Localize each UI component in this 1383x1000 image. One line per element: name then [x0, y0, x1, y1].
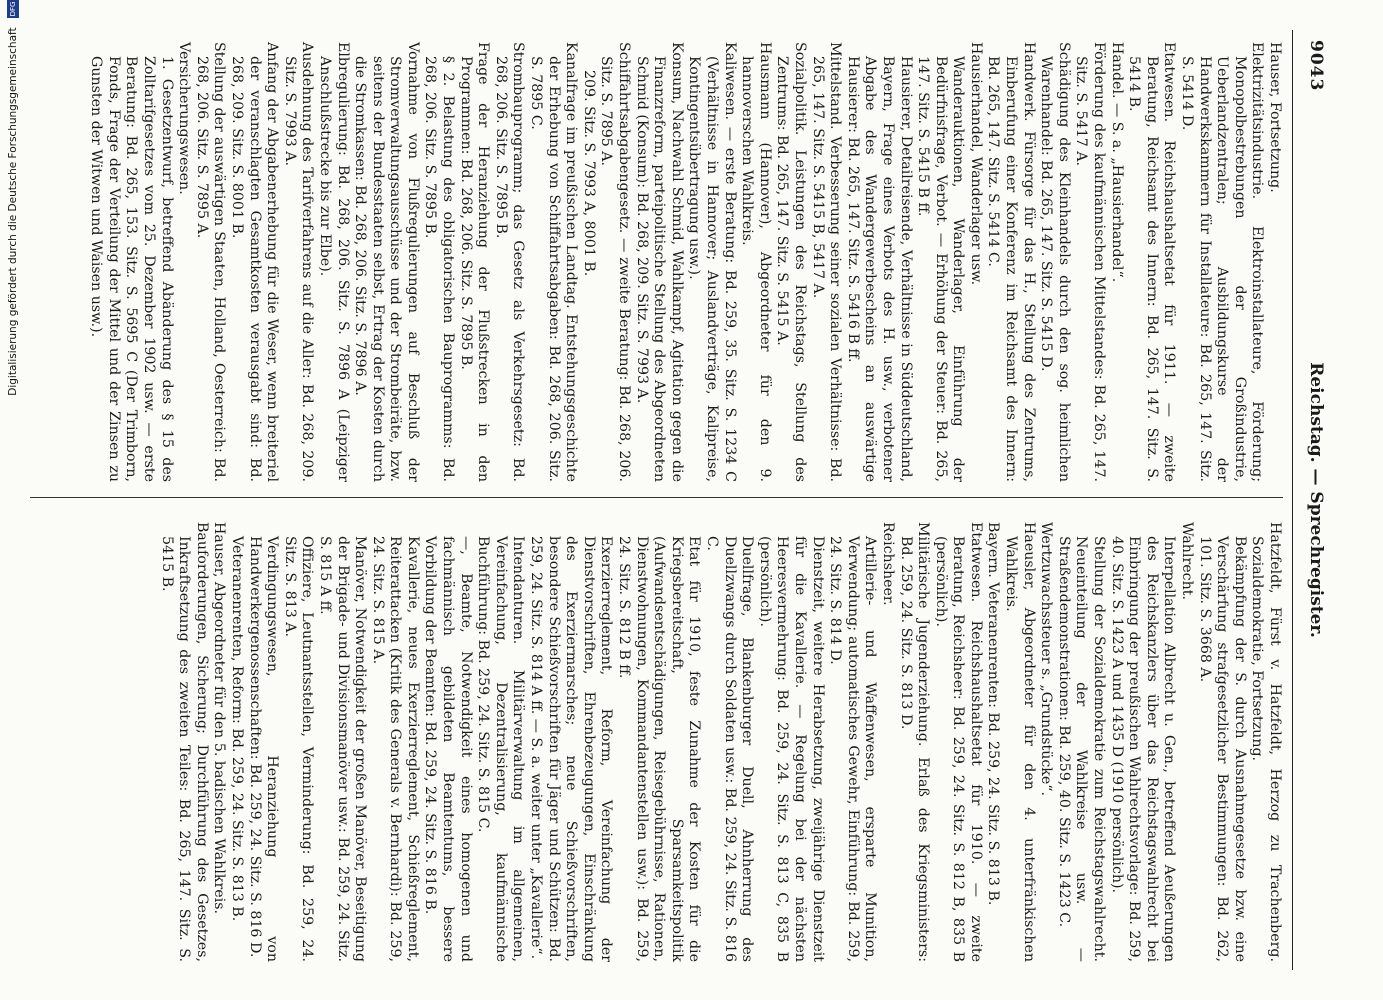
register-entry: § 2. Belastung des obligatorischen Bauprogramms: Bd. 268, 206. Sitz. S. 7895 B.	[422, 56, 457, 482]
right-column	[157, 522, 1283, 962]
register-entry: Ausdehnung des Tarifverfahrens auf die Aller: Bd. 268, 209. Sitz. S. 7993 A.	[281, 42, 316, 482]
register-entry: Etat für 1910, feste Zunahme der Kosten für die Kriegsbereitschaft, Sparsamkeitspolitik (Aufwandsentschädigungen, Reisegebührnisse, Rationen, Dienstwohnungen, Kommandantenstellen usw.): Bd. 259, 24. Sitz. S. 812 B ff.	[616, 536, 703, 962]
register-entry: Handel. — S. a. „Hausierhandel“.	[1108, 42, 1125, 283]
register-entry: Wahlrecht.	[1179, 522, 1196, 600]
register-entry: Kavallerie, neues Exerzierreglement, Schießreglement, Reiterattacken (Kritik des Generals v. Bernhardi): Bd. 259, 24. Sitz. S. 815 A.	[369, 536, 421, 962]
register-entry: Verdingungswesen, Heranziehung von Handwerkergenossenschaften: Bd. 259, 24. Sitz. S. 816 D.	[246, 536, 281, 962]
register-entry: Konsum, Nachwahl Schmid, Wahlkampf, Agitation gegen die Finanzreform, parteipolitische Stellung des Abgeordneten Schmid (Konsum): Bd. 268, 209. Sitz. S. 7993 A.	[633, 42, 685, 482]
left-column	[87, 42, 1283, 482]
register-entry: Dienstzeit, weitere Herabsetzung, zweijährige Dienstzeit für die Kavallerie. — Regelung bei der nächsten Heeresvermehrung: Bd. 259, 24. Sitz. S. 813 C, 835 B (persönlich).	[756, 536, 826, 962]
register-entry: Interpellation Albrecht u. Gen., betreffend Aeußerungen des Reichskanzlers über das Reichstagswahlrecht bei Einbringung der preußischen Wahlrechtsvorlage: Bd. 259, 40. Sitz. S. 1423 A und 1435 D (1910 persönlich).	[1108, 536, 1178, 962]
credit-text: Digitalisierung gefördert durch die Deutsche Forschungsgemeinschaft	[7, 27, 19, 396]
digitization-credit	[2, 0, 24, 1000]
register-entry: Förderung des kaufmännischen Mittelstandes: Bd. 265, 147. Sitz. S. 5417 A.	[1073, 42, 1108, 482]
header-rule	[1292, 30, 1293, 970]
register-entry: Bauforderungen, Sicherung; Durchführung des Gesetzes, Inkraftsetzung des zweiten Teiles: Bd. 265, 147. Sitz. S. 5415 B.	[158, 522, 210, 962]
register-entry: —, Beamte, Notwendigkeit eines homogenen und fachmännisch gebildeten Beamtentums, bessere Vorbildung der Beamten: Bd. 259, 24. Sitz. S. 816 B.	[422, 536, 474, 962]
register-entry: Schiffahrtsabgabengesetz. — zweite Beratung: Bd. 268, 206. Sitz. S. 7895 A.	[598, 42, 633, 482]
register-entry: Elektrizitätsindustrie. Elektroinstallateure, Förderung; Monopolbestrebungen der Großindustrie, Ueberlandzentralen; Ausbildungskurse der Handwerkskammern für Installateure: Bd. 265, 147. Sitz. S. 5414 D.	[1179, 42, 1266, 482]
register-entry: Sozialpolitik. Leistungen des Reichstags, Stellung des Zentrums: Bd. 265, 147. Sitz. S. 5415 A.	[774, 42, 808, 482]
register-entry: Exerzierreglement, Reform, Vereinfachung der Dienstvorschriften, Ehrenbezeugungen, Einschränkung des Exerziermarsches; neue Schießvorschriften, besondere Schießvorschriften für Jäger und Schützen: Bd. 259, 24. Sitz. S. 814 A ff. — S. a. weiter unter „Kavallerie“.	[528, 536, 615, 962]
register-entry: Strombauprogramm; das Gesetz als Verkehrsgesetz: Bd. 268, 206. Sitz. S. 7895 B.	[492, 42, 527, 482]
register-entry: Elbregulierung: Bd. 268, 206. Sitz. S. 7896 A (Leipziger Anschlußstrecke bis zur Elbe).	[316, 42, 351, 482]
register-entry: Veteranenrenten, Reform: Bd. 259, 24. Sitz. S. 813 B.	[228, 536, 245, 922]
register-entry: Hauser, Abgeordneter für den 5. badischen Wahlkreis.	[211, 522, 228, 915]
register-entry: Wanderauktionen, Wanderlager, Einführung der Bedürfnisfrage, Verbot. — Erhöhung der Steuer: Bd. 265, 147. Sitz. S. 5415 B ff.	[915, 56, 967, 482]
dfg-logo: DFG	[9, 1, 17, 17]
register-entry: Hauser, Fortsetzung.	[1267, 42, 1283, 193]
register-entry: Militärische Jugenderziehung. Erlaß des Kriegsministers: Bd. 259, 24. Sitz. S. 813 D.	[897, 522, 932, 962]
register-entry: Handwerk. Fürsorge für das H., Stellung des Zentrums, Einberufung einer Konferenz im Reichsamt des Innern: Bd. 265, 147. Sitz. S. 5414 C.	[985, 42, 1037, 482]
register-entry: Schädigung des Kleinhandels durch den sog. heimlichen Warenhandel: Bd. 265, 147. Sitz. S. 5415 D.	[1038, 42, 1072, 482]
page-header	[1296, 40, 1328, 960]
register-entry: Versicherungswesen.	[176, 42, 193, 195]
column-divider	[30, 497, 1283, 498]
register-entry: Duellfrage, Blankenburger Duell, Ahnherrung des Duellzwangs durch Soldaten usw.: Bd. 259, 24. Sitz. S. 816 C.	[704, 536, 756, 962]
register-entry: Anfang der Abgabenerhebung für die Weser, wenn breiteriel der veranschlagten Gesamtkosten verausgabt sind: Bd. 268, 209. Sitz. S. 8001 B.	[228, 42, 281, 482]
register-entry: Bekämpfung der S. durch Ausnahmegesetze bzw. eine Verschärfung strafgesetzlicher Bestimmungen: Bd. 262, 101. Sitz. S. 3668 A.	[1196, 536, 1248, 962]
register-entry: Kaliwesen. — erste Beratung: Bd. 259, 35. Sitz. S. 1234 C (Verhältnisse in Hannover; Auslandverträge, Kalipreise, Kontingentsübertragung usw.).	[686, 42, 738, 482]
register-entry: Artillerie- und Waffenwesen, ersparte Munition, Verwendung; automatisches Gewehr, Einführung: Bd. 259, 24. Sitz. S. 814 D.	[827, 536, 879, 962]
register-entry: Etatwesen. Reichshaushaltsetat für 1911. — zweite Beratung, Reichsamt des Innern: Bd. 265, 147. Sitz. S. 5414 B.	[1126, 42, 1178, 482]
running-title: Reichstag. — Sprechregister.	[1306, 362, 1326, 638]
register-entry: Etatwesen. Reichshaushaltsetat für 1910. — zweite Beratung, Reichsheer: Bd. 259, 24. Sitz. S. 812 B, 835 B (persönlich).	[932, 522, 984, 962]
register-entry: 209. Sitz. S. 7993 A, 8001 B.	[580, 70, 597, 277]
register-entry: Intendanturen. Militärverwaltung im allgemeinen, Vereinfachung, Dezentralisierung, kaufmännische Buchführung: Bd. 259, 24. Sitz. S. 815 C.	[475, 536, 527, 962]
register-entry: Offiziere, Leutnantsstellen, Verminderung: Bd. 259, 24. Sitz. S. 813 A.	[281, 536, 316, 962]
register-entry: Hatzfeldt, Fürst v. Hatzfeldt, Herzog zu Trachenberg. Sozialdemokratie, Fortsetzung.	[1249, 522, 1283, 962]
register-entry: Vornahme von Flußregulierungen auf Beschluß der Stromverwaltungsausschüsse und der Strombeiräte, bzw. seitens der Bundesstaaten selbst, Ertrag der Kosten durch die Stromkassen: Bd. 268, 206. Sitz. S. 7896 A.	[352, 42, 421, 482]
register-entry: Hausmann (Hannover), Abgeordneter für den 9. hannoverschen Wahlkreis.	[739, 42, 773, 482]
register-entry: Kanalfrage im preußischen Landtag. Entstehungsgeschichte der Erhebung von Schiffahrtsabgaben: Bd. 268, 206. Sitz. S. 7895 C.	[528, 42, 580, 482]
register-entry: Bayern. Veteranenrenten: Bd. 259, 24. Sitz. S. 813 B.	[985, 522, 1002, 906]
register-entry: Stellung der auswärtigen Staaten, Holland, Oesterreich: Bd. 268, 206. Sitz. S. 7895 A.	[193, 42, 228, 482]
register-entry: Manöver, Notwendigkeit der großen Manöver, Beseitigung der Brigade- und Divisionsmanöver usw.: Bd. 259, 24. Sitz. S. 815 A ff.	[316, 536, 369, 962]
register-entry: Reichsheer.	[879, 522, 896, 606]
register-entry: Hausierer, Detailreisende, Verhältnisse in Süddeutschland, Bayern, Frage eines Verbots des H. usw., verbotener Abgabe des Wandergewerbescheins an auswärtige Hausierer: Bd. 265, 147. Sitz. S. 5416 B ff.	[844, 56, 914, 482]
register-entry: Hausierhandel, Wanderlager usw.	[967, 42, 984, 286]
register-entry: Haeusler, Abgeordneter für den 4. unterfränkischen Wahlkreis.	[1003, 522, 1037, 962]
register-entry: Stellung der Sozialdemokratie zum Reichstagswahlrecht. Neueinteilung der Wahlkreise usw. — Straßendemonstrationen: Bd. 259, 40. Sitz. S. 1423 C.	[1055, 536, 1108, 962]
page-number: 9043	[1306, 40, 1326, 92]
register-entry: Frage der Heranziehung der Flußstrecken in den Programmen: Bd. 268, 206. Sitz. S. 7895 B.	[457, 42, 492, 482]
register-entry: Mittelstand. Verbesserung seiner sozialen Verhältnisse: Bd. 265, 147. Sitz. S. 5415 B, 5417 A.	[809, 42, 844, 482]
register-entry: 1. Gesetzentwurf, betreffend Abänderung des § 15 des Zolltarifgesetzes vom 25. Dezember 1902 usw. — erste Beratung: Bd. 265, 153. Sitz. S. 5695 C (Der Trimborn, Fonds, Frage der Verteilung der Mittel und der Zinsen zu Gunsten der Witwen und Waisen usw.).	[88, 56, 175, 482]
register-entry: Wertzuwachssteuer s. „Grundstücke“.	[1038, 522, 1055, 797]
